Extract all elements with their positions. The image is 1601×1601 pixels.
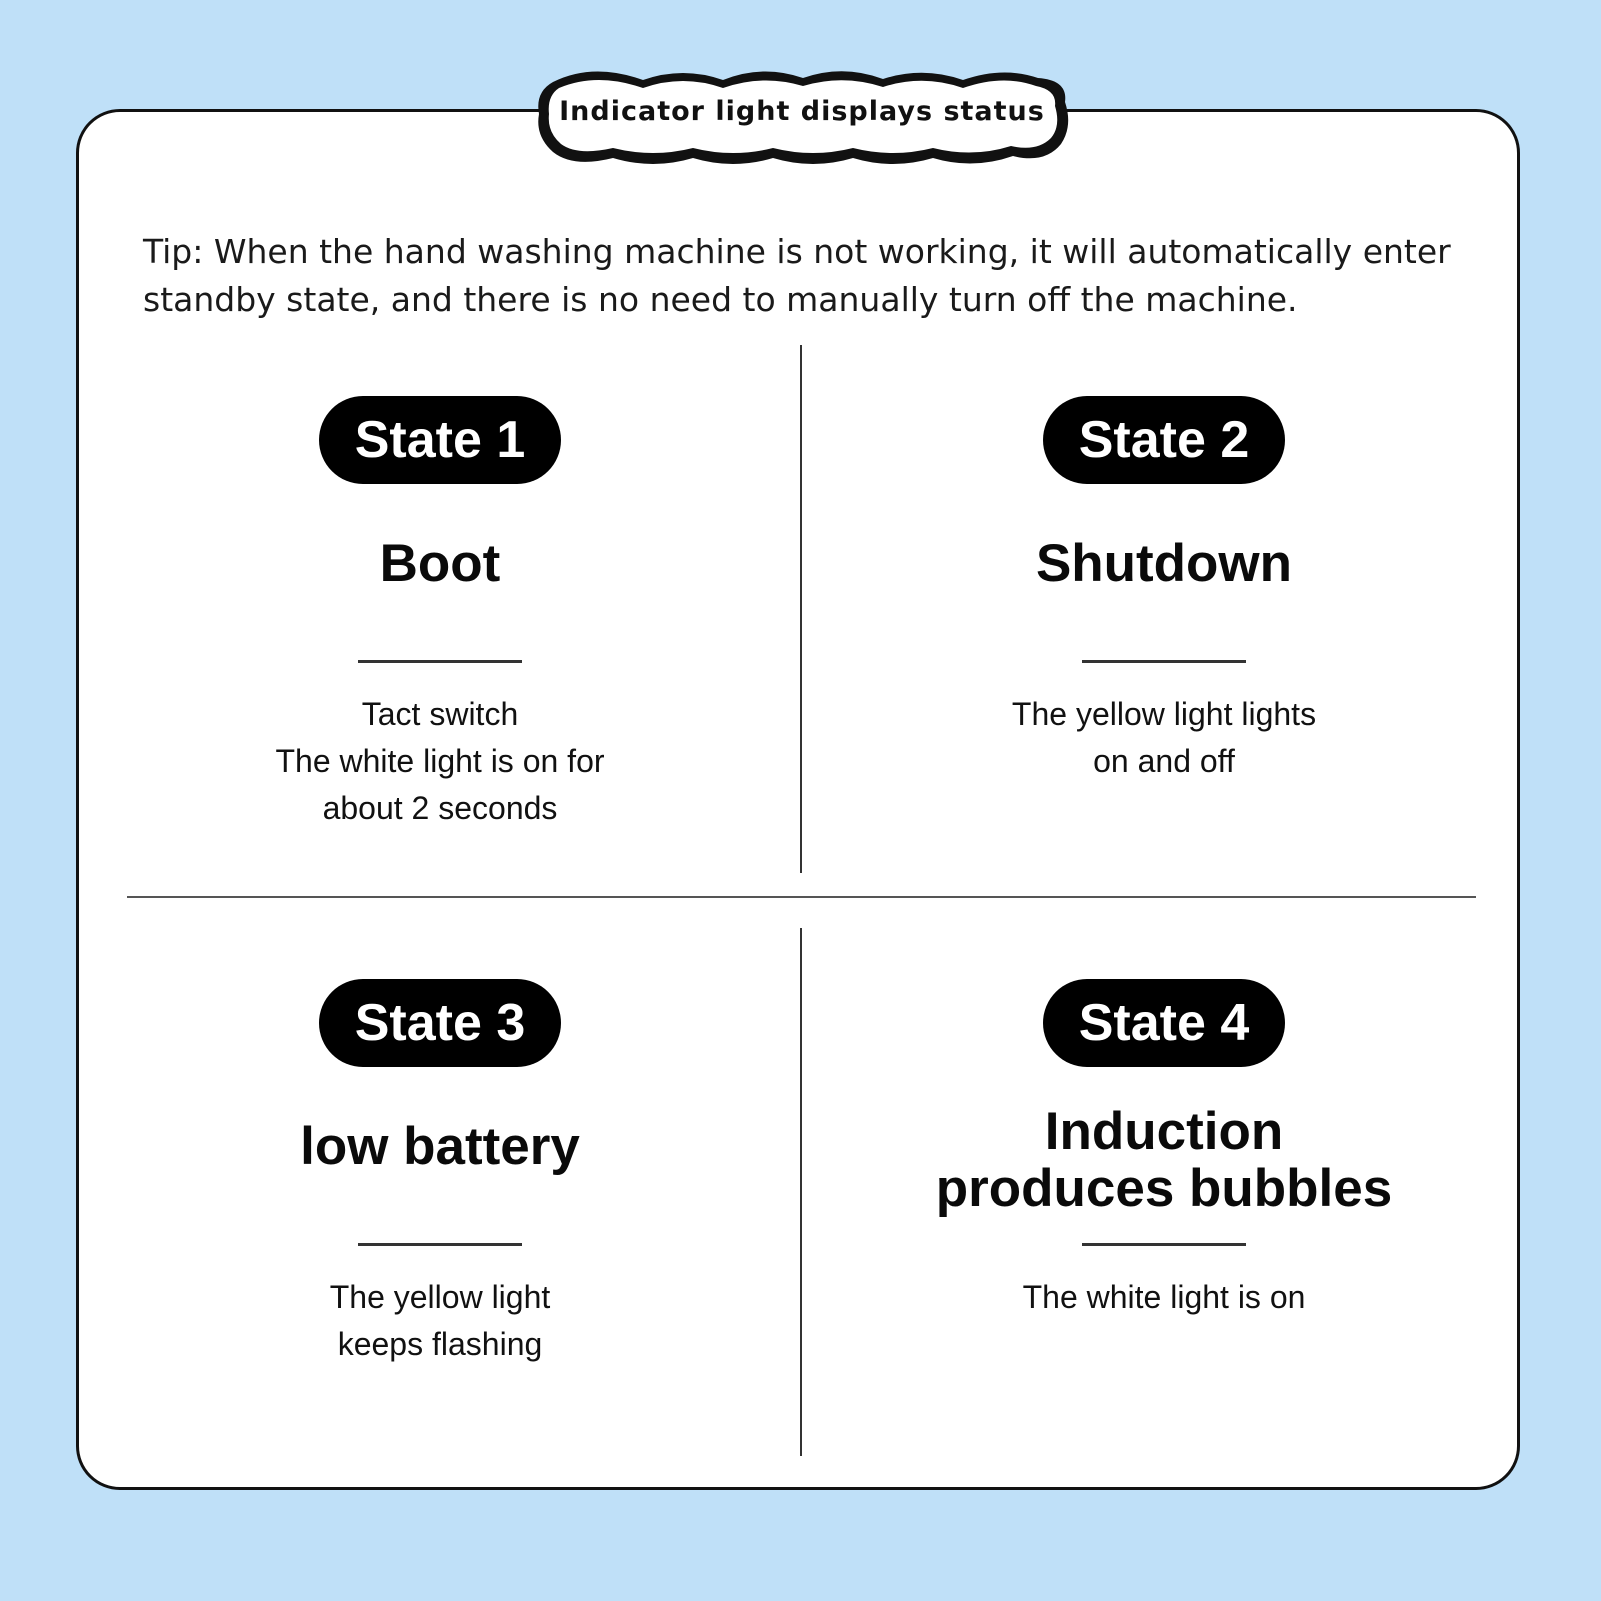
state-rule: [1082, 660, 1246, 663]
state-card-2: [854, 396, 1474, 836]
page-title: Indicator light displays status: [559, 96, 1045, 127]
state-rule: [1082, 1243, 1246, 1246]
horizontal-divider: [127, 896, 1476, 898]
state-badge: State 2: [1043, 396, 1285, 484]
state-card-1: [130, 396, 750, 836]
state-title-line: produces bubbles: [935, 1159, 1393, 1218]
description-line: The yellow light: [329, 1279, 551, 1315]
description-line: The white light is on: [1022, 1279, 1306, 1315]
tip-text: Tip: When the hand washing machine is not working, it will automatically enter standby state, and there is no need to manually turn off the machine.: [143, 232, 1451, 319]
state-title: [854, 535, 1474, 592]
state-title-line: Boot: [379, 534, 501, 593]
state-badge: State 4: [1043, 979, 1285, 1067]
description-line: The yellow light lights: [1011, 696, 1317, 732]
state-title: [854, 1103, 1474, 1217]
description-line: on and off: [1093, 743, 1235, 779]
state-title-line: Induction: [1044, 1102, 1284, 1161]
state-rule: [358, 660, 522, 663]
state-title: [130, 1118, 750, 1175]
vertical-divider-bottom: [800, 928, 802, 1456]
state-description: [854, 691, 1474, 785]
state-card-4: [854, 979, 1474, 1419]
description-line: about 2 seconds: [322, 790, 558, 826]
title-banner: [533, 66, 1071, 166]
state-rule: [358, 1243, 522, 1246]
description-line: Tact switch: [361, 696, 519, 732]
state-badge: State 1: [319, 396, 561, 484]
state-description: [130, 691, 750, 832]
description-line: The white light is on for: [275, 743, 605, 779]
state-description: [854, 1274, 1474, 1321]
description-line: keeps flashing: [337, 1326, 543, 1362]
state-title-line: Shutdown: [1035, 534, 1293, 593]
state-title: [130, 535, 750, 592]
vertical-divider-top: [800, 345, 802, 873]
state-card-3: [130, 979, 750, 1419]
state-title-line: low battery: [300, 1117, 580, 1176]
state-description: [130, 1274, 750, 1368]
state-badge: State 3: [319, 979, 561, 1067]
